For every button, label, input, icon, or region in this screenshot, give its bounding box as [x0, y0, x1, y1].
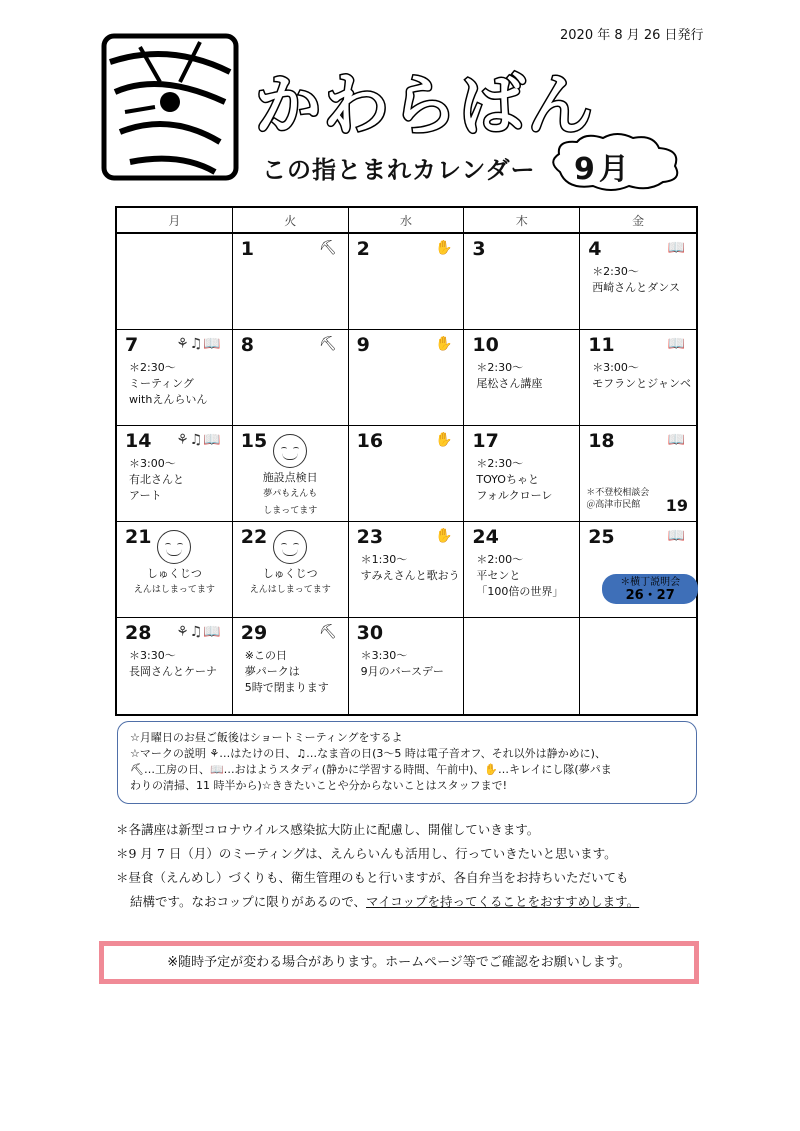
- day-note: ※この日 夢パークは 5時で閉まります: [244, 649, 329, 694]
- calendar-cell: [233, 426, 349, 522]
- calendar-cell: [117, 618, 233, 714]
- calendar-cell: [233, 234, 349, 330]
- day-number: 11: [588, 334, 615, 356]
- calendar-cell: [464, 234, 580, 330]
- day-number: 15: [240, 430, 268, 452]
- day-number: 8: [240, 334, 255, 356]
- calendar-cell: [349, 234, 465, 330]
- activity-icons: ⚘♫📖: [176, 336, 222, 352]
- weekday-wed: 水: [349, 208, 465, 234]
- activity-icons: ✋: [434, 528, 454, 544]
- day-number: 22: [240, 526, 268, 548]
- activity-icons: ✋: [434, 432, 454, 448]
- note-line: [116, 890, 716, 914]
- face-text: しゅくじつ: [146, 567, 202, 580]
- calendar-cell: [117, 330, 233, 426]
- day-note: [233, 470, 348, 519]
- note-line: ＊昼食（えんめし）づくりも、衛生管理のもと行いますが、各自弁当をお持ちいただいても: [116, 870, 629, 885]
- day-number: 9: [356, 334, 370, 356]
- weekday-tue: 火: [233, 208, 349, 234]
- activity-icons: 📖: [667, 336, 686, 352]
- day-note: ＊1:30～ すみえさんと歌おう: [360, 553, 460, 582]
- activity-icons: 📖: [667, 432, 686, 448]
- activity-icons: ⛏: [318, 624, 338, 640]
- calendar-cell: [117, 522, 233, 618]
- calendar-cell: [464, 330, 580, 426]
- activity-icons: ⚘♫📖: [176, 432, 222, 448]
- day-number: 10: [472, 334, 499, 356]
- day-number: 23: [356, 526, 384, 548]
- weekday-header: [117, 208, 696, 234]
- day-number: 29: [240, 622, 268, 644]
- day-note: ＊2:30～ 西崎さんとダンス: [592, 265, 680, 294]
- activity-icons: ✋: [434, 240, 454, 256]
- notes: [116, 818, 716, 914]
- day-note: ＊3:00～ 有北さんと アート: [129, 457, 184, 502]
- calendar-cell: [464, 426, 580, 522]
- calendar: [115, 206, 698, 716]
- calendar-cell: [349, 426, 465, 522]
- activity-icons: 📖: [667, 240, 686, 256]
- calendar-cell: [233, 618, 349, 714]
- day-number: 24: [472, 526, 499, 548]
- calendar-cell: [464, 522, 580, 618]
- calendar-cell: [117, 426, 233, 522]
- page-subtitle: この指とまれカレンダー: [262, 156, 536, 184]
- face-small-text: 夢パもえんも しまってます: [263, 489, 318, 516]
- day-number: 4: [588, 238, 602, 260]
- logo-icon: [100, 32, 240, 182]
- day-note: ＊3:30～ 長岡さんとケーナ: [129, 649, 217, 678]
- day-number: 28: [125, 622, 152, 644]
- smiley-face-icon: [273, 530, 307, 564]
- activity-icons: ⚘♫📖: [176, 624, 222, 640]
- issue-date: 2020 年 8 月 26 日発行: [560, 28, 704, 43]
- calendar-cell: [464, 618, 580, 714]
- calendar-cell: [233, 330, 349, 426]
- day-note: ＊2:30～ 尾松さん講座: [476, 361, 543, 390]
- activity-icons: ⛏: [318, 336, 338, 352]
- briefing-dates: 26・27: [625, 588, 675, 603]
- day-note: ＊2:00～ 平センと 「100倍の世界」: [476, 553, 564, 598]
- day-number: 16: [356, 430, 384, 452]
- day-number: 3: [472, 238, 486, 260]
- briefing-label: ＊横丁説明会: [620, 577, 681, 588]
- day-number: 21: [125, 526, 152, 548]
- face-small-text: えんはしまってます: [133, 585, 215, 595]
- page-title: かわらばん: [255, 67, 595, 144]
- calendar-cell: [349, 522, 465, 618]
- activity-icons: 📖: [667, 528, 686, 544]
- weekday-mon: 月: [117, 208, 233, 234]
- face-text: 施設点検日: [262, 471, 318, 484]
- day-number: 25: [588, 526, 615, 548]
- briefing-badge: [602, 574, 698, 604]
- day-number: 1: [240, 238, 255, 260]
- day-note: ＊3:30～ 9月のバースデー: [360, 649, 444, 678]
- day-note: ＊2:30～ TOYOちゃと フォルクローレ: [476, 457, 553, 502]
- day-number: 7: [125, 334, 139, 356]
- note-line: ＊各講座は新型コロナウイルス感染拡大防止に配慮し、開催していきます。: [116, 822, 540, 837]
- activity-icons: ✋: [434, 336, 454, 352]
- calendar-cell: [349, 330, 465, 426]
- day-note: ＊3:00～ モフランとジャンベ: [592, 361, 691, 390]
- calendar-cell: [117, 234, 233, 330]
- weekday-thu: 木: [464, 208, 580, 234]
- legend-line: わりの清掃、11 時半から)☆ききたいことや分からないことはスタッフまで!: [130, 779, 508, 792]
- legend-line: ☆マークの説明 ⚘…はたけの日、♫…なま音の日(3～5 時は電子音オフ、それ以外は静かめに)、: [130, 747, 606, 760]
- face-small-text: えんはしまってます: [249, 585, 331, 595]
- legend-box: [117, 721, 697, 804]
- day-number: 18: [588, 430, 615, 452]
- legend-line: ⛏…工房の日、📖…おはようスタディ(静かに学習する時間、午前中)、✋…キレイにし隊(夢パま: [130, 763, 612, 776]
- note-line: ＊9 月 7 日（月）のミーティングは、えんらいんも活用し、行っていきたいと思います。: [116, 846, 617, 861]
- calendar-cell: [580, 522, 696, 618]
- calendar-cell: [233, 522, 349, 618]
- calendar-cell: [580, 234, 696, 330]
- day-number: 2: [356, 238, 370, 260]
- day-number: 17: [472, 430, 499, 452]
- face-text: しゅくじつ: [262, 567, 318, 580]
- note-emphasis: マイコップを持ってくることをおすすめします。: [366, 894, 640, 909]
- weekday-fri: 金: [632, 214, 645, 228]
- month-label: 9月: [574, 152, 633, 187]
- day-note: [117, 566, 232, 598]
- smiley-face-icon: [157, 530, 191, 564]
- legend-line: ☆月曜日のお昼ご飯後はショートミーティングをするよ: [130, 731, 403, 744]
- day-note: [233, 566, 348, 598]
- calendar-cell: [580, 618, 696, 714]
- day-note: ＊不登校相談会 ＠高津市民館: [586, 488, 650, 510]
- day-note: ＊2:30～ ミーティング withえんらいん: [129, 361, 208, 406]
- calendar-cell: [349, 618, 465, 714]
- day-number: 30: [356, 622, 384, 644]
- activity-icons: ⛏: [318, 240, 338, 256]
- day-number: 14: [125, 430, 152, 452]
- calendar-cell: [580, 330, 696, 426]
- smiley-face-icon: [273, 434, 307, 468]
- calendar-grid: [117, 234, 696, 714]
- calendar-cell: [580, 426, 696, 522]
- day-number: 19: [665, 496, 688, 515]
- notice-banner: ※随時予定が変わる場合があります。ホームページ等でご確認をお願いします。: [99, 941, 699, 984]
- note-text: 結構です。なおコップに限りがあるので、: [130, 894, 367, 909]
